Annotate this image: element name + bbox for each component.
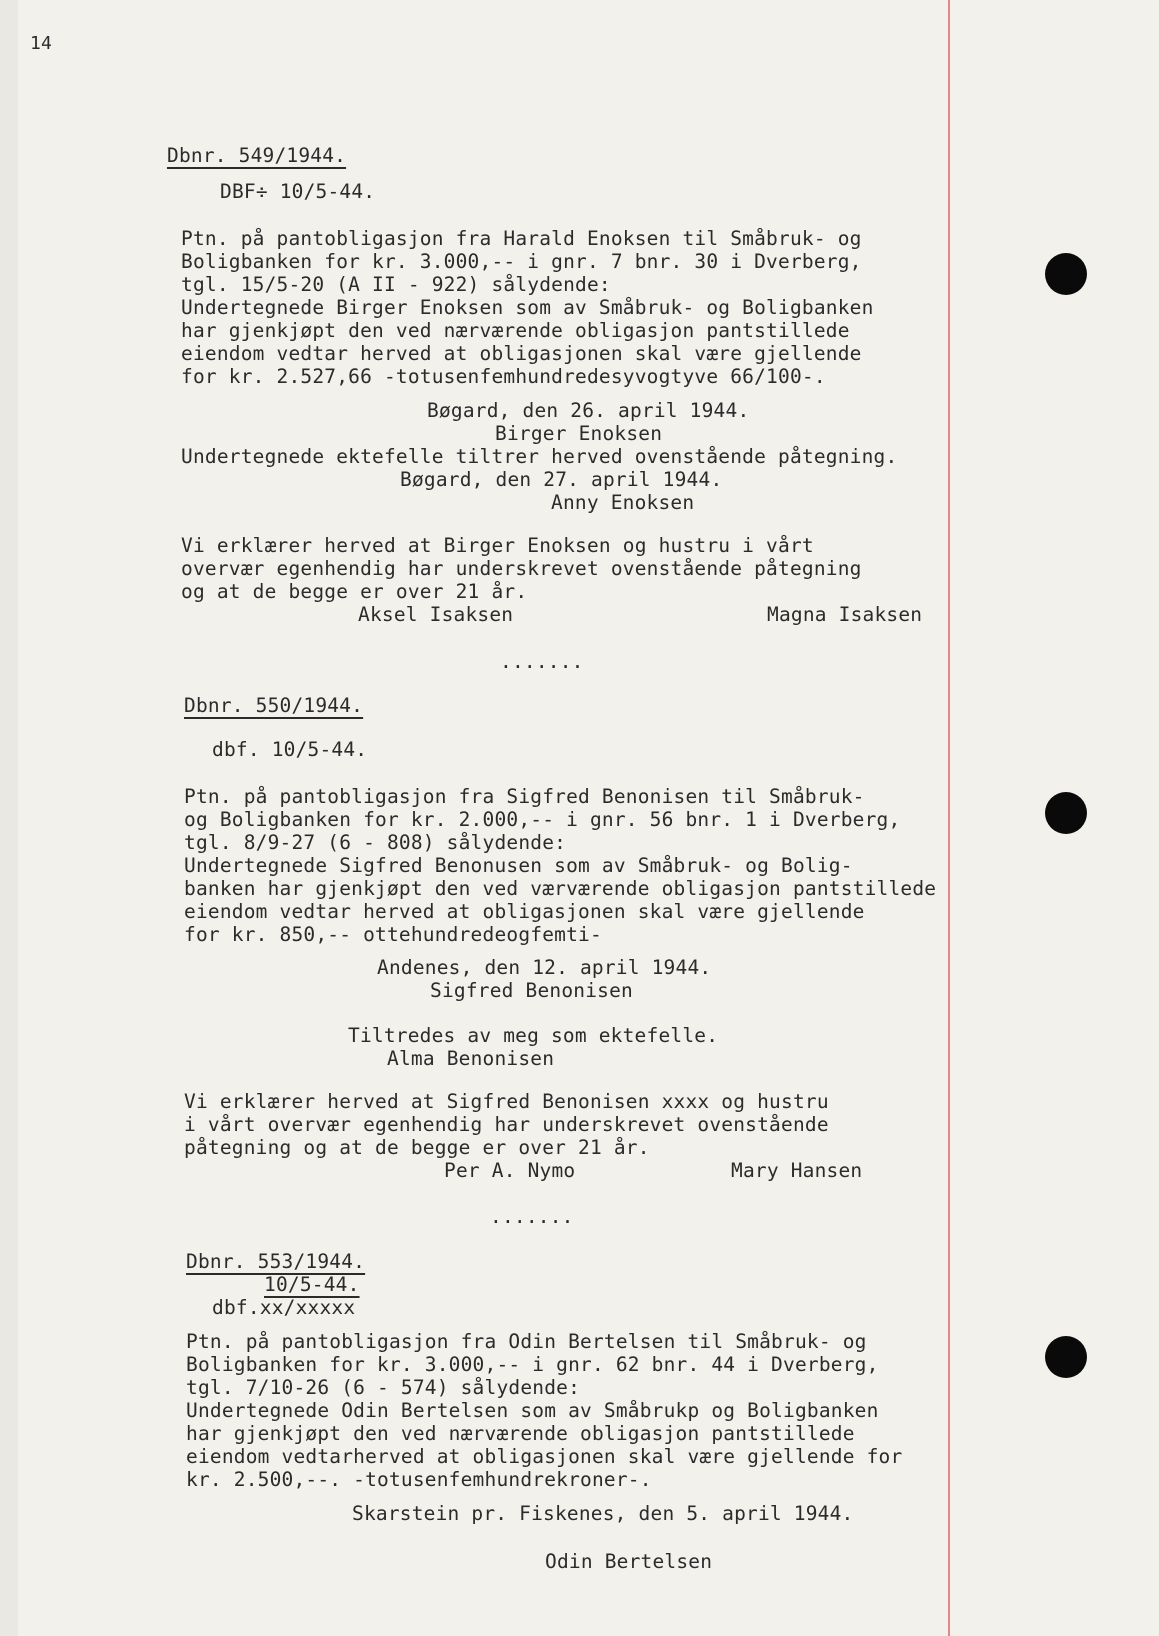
separator: ....... [490, 1205, 574, 1228]
body-line: tgl. 7/10-26 (6 - 574) sålydende: [186, 1376, 581, 1399]
dbnr-heading: Dbnr. 553/1944. [186, 1250, 366, 1273]
witness-line: i vårt overvær egenhendig har underskrevet ovenstående [184, 1113, 829, 1136]
signature-name: Sigfred Benonisen [430, 979, 633, 1002]
spouse-consent: Undertegnede ektefelle tiltrer herved ovenstående påtegning. [181, 445, 898, 468]
body-line: eiendom vedtar herved at obligasjonen skal være gjellende [181, 342, 862, 365]
dbnr-heading: Dbnr. 550/1944. [184, 694, 364, 717]
body-line: kr. 2.500,--. -totusenfemhundrekroner-. [186, 1468, 652, 1491]
witness-line: Vi erklærer herved at Sigfred Benonisen xxxx og hustru [184, 1090, 829, 1113]
witness-line: og at de begge er over 21 år. [181, 580, 528, 603]
dbf-date: DBF÷ 10/5-44. [220, 180, 376, 203]
body-line: har gjenkjøpt den ved nærværende obligasjon pantstillede [181, 319, 850, 342]
body-line: for kr. 2.527,66 -totusenfemhundredesyvogtyve 66/100-. [181, 365, 826, 388]
body-line: har gjenkjøpt den ved nærværende obligasjon pantstillede [186, 1422, 855, 1445]
body-line: Ptn. på pantobligasjon fra Harald Enoksen til Småbruk- og [181, 227, 862, 250]
body-line: tgl. 15/5-20 (A II - 922) sålydende: [181, 273, 611, 296]
entry-date: 10/5-44. [264, 1273, 360, 1296]
body-line: Ptn. på pantobligasjon fra Odin Bertelsen til Småbruk- og [186, 1330, 867, 1353]
witness-signature: Per A. Nymo [444, 1159, 576, 1182]
place-date: Skarstein pr. Fiskenes, den 5. april 1944. [352, 1502, 854, 1525]
page-number: 14 [30, 33, 53, 54]
body-line: Boligbanken for kr. 3.000,-- i gnr. 62 bnr. 44 i Dverberg, [186, 1353, 879, 1376]
witness-line: påtegning og at de begge er over 21 år. [184, 1136, 650, 1159]
body-line: eiendom vedtarherved at obligasjonen skal være gjellende for [186, 1445, 903, 1468]
place-date: Andenes, den 12. april 1944. [377, 956, 712, 979]
signature-name: Anny Enoksen [551, 491, 695, 514]
witness-signature: Magna Isaksen [767, 603, 923, 626]
signature-name: Alma Benonisen [387, 1047, 555, 1070]
place-date: Bøgard, den 26. april 1944. [427, 399, 750, 422]
witness-signature: Mary Hansen [731, 1159, 863, 1182]
spouse-consent: Tiltredes av meg som ektefelle. [348, 1024, 719, 1047]
dbf-date: dbf. 10/5-44. [212, 738, 368, 761]
witness-line: overvær egenhendig har underskrevet ovenstående påtegning [181, 557, 862, 580]
dbf-date: dbf.xx/xxxxx [212, 1296, 356, 1319]
body-line: banken har gjenkjøpt den ved værværende obligasjon pantstillede [184, 877, 937, 900]
dbnr-heading: Dbnr. 549/1944. [167, 144, 347, 167]
body-line: Ptn. på pantobligasjon fra Sigfred Benonisen til Småbruk- [184, 785, 865, 808]
body-line: eiendom vedtar herved at obligasjonen skal være gjellende [184, 900, 865, 923]
witness-line: Vi erklærer herved at Birger Enoksen og hustru i vårt [181, 534, 814, 557]
body-line: Undertegnede Birger Enoksen som av Småbruk- og Boligbanken [181, 296, 874, 319]
body-line: Boligbanken for kr. 3.000,-- i gnr. 7 bnr. 30 i Dverberg, [181, 250, 862, 273]
place-date: Bøgard, den 27. april 1944. [400, 468, 723, 491]
body-line: Undertegnede Sigfred Benonusen som av Småbruk- og Bolig- [184, 854, 853, 877]
body-line: og Boligbanken for kr. 2.000,-- i gnr. 56 bnr. 1 i Dverberg, [184, 808, 901, 831]
body-line: Undertegnede Odin Bertelsen som av Småbrukp og Boligbanken [186, 1399, 879, 1422]
witness-signature: Aksel Isaksen [358, 603, 514, 626]
signature-name: Birger Enoksen [495, 422, 663, 445]
body-line: for kr. 850,-- ottehundredeogfemti- [184, 923, 602, 946]
signature-name: Odin Bertelsen [545, 1550, 713, 1573]
body-line: tgl. 8/9-27 (6 - 808) sålydende: [184, 831, 567, 854]
separator: ....... [500, 650, 584, 673]
